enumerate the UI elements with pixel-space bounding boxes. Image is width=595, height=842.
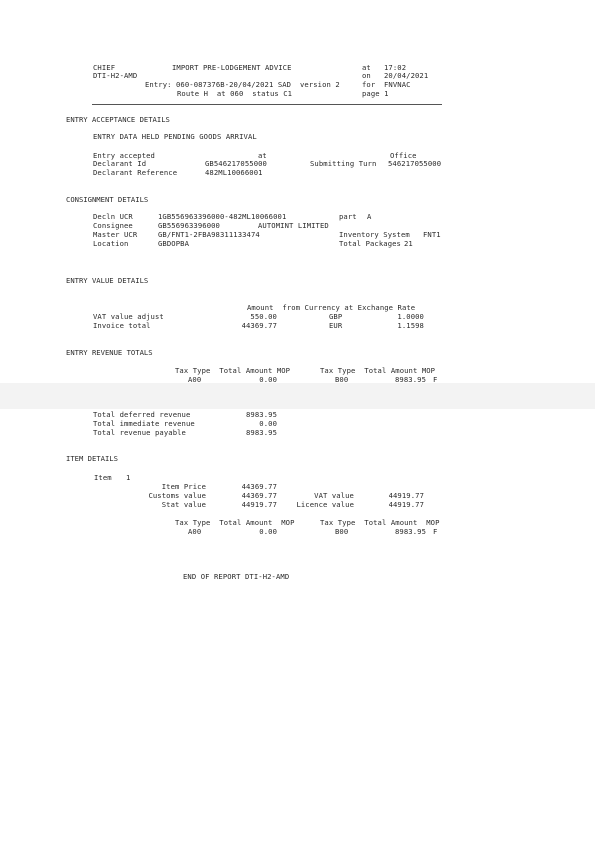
submitting-turn-label: Submitting Turn bbox=[310, 159, 377, 168]
consignment-heading: CONSIGNMENT DETAILS bbox=[66, 195, 149, 204]
entry-accepted-label: Entry accepted bbox=[93, 151, 155, 160]
item-tax-type-right: B00 bbox=[335, 527, 349, 536]
pending-goods-notice: ENTRY DATA HELD PENDING GOODS ARRIVAL bbox=[93, 132, 257, 141]
entry-value-column-header: Amount from Currency at Exchange Rate bbox=[247, 303, 416, 312]
consignment-extra-label: Total Packages bbox=[339, 239, 401, 248]
consignment-value: GB556963396000 bbox=[158, 221, 220, 230]
revenue-tax-type-left: A00 bbox=[188, 375, 202, 384]
entry-value-rate: 1.0000 bbox=[397, 312, 424, 321]
item-tax-amount-right: 8983.95 bbox=[395, 527, 426, 536]
entry-value-heading: ENTRY VALUE DETAILS bbox=[66, 276, 149, 285]
revenue-tax-type-right: B00 bbox=[335, 375, 349, 384]
entry-value-amount: 550.00 bbox=[250, 312, 277, 321]
licence-value-value: 44919.77 bbox=[388, 500, 424, 509]
item-tax-amount-left: 0.00 bbox=[259, 527, 277, 536]
end-of-report: END OF REPORT DTI-H2-AMD bbox=[183, 572, 290, 581]
entry-value-amount: 44369.77 bbox=[241, 321, 277, 330]
on-value: 20/04/2021 bbox=[384, 71, 429, 80]
vat-value-label: VAT value bbox=[314, 491, 354, 500]
page-number: page 1 bbox=[362, 89, 389, 98]
item-tax-header-right: Tax Type Total Amount MOP bbox=[320, 518, 440, 527]
revenue-amount-left: 0.00 bbox=[259, 375, 277, 384]
for-label: for bbox=[362, 80, 376, 89]
entry-acceptance-heading: ENTRY ACCEPTANCE DETAILS bbox=[66, 115, 170, 124]
revenue-total-value: 8983.95 bbox=[246, 410, 277, 419]
revenue-mop-right: F bbox=[433, 375, 438, 384]
consignment-label: Master UCR bbox=[93, 230, 138, 239]
item-tax-type-left: A00 bbox=[188, 527, 202, 536]
entry-value-rate: 1.1598 bbox=[397, 321, 424, 330]
submitting-turn-value: 546217055000 bbox=[388, 159, 442, 168]
revenue-total-label: Total revenue payable bbox=[93, 428, 186, 437]
consignment-extra-value: FNT1 bbox=[423, 230, 441, 239]
consignment-label: Decln UCR bbox=[93, 212, 133, 221]
customs-value-label: Customs value bbox=[148, 491, 206, 500]
licence-value-label: Licence value bbox=[296, 500, 354, 509]
consignee-name: AUTOMINT LIMITED bbox=[258, 221, 329, 230]
declarant-ref-value: 482ML10066001 bbox=[205, 168, 263, 177]
at-value: 17:02 bbox=[384, 63, 407, 72]
declarant-id-label: Declarant Id bbox=[93, 159, 147, 168]
revenue-header-right: Tax Type Total Amount MOP bbox=[320, 366, 436, 375]
revenue-amount-right: 8983.95 bbox=[395, 375, 426, 384]
entry-line: Entry: 060-087376B-20/04/2021 SAD version 2 bbox=[145, 80, 340, 89]
office-column-label: Office bbox=[390, 151, 417, 160]
revenue-total-value: 8983.95 bbox=[246, 428, 277, 437]
entry-value-label: Invoice total bbox=[93, 321, 151, 330]
chief-label: CHIEF bbox=[93, 63, 116, 72]
route-line: Route H at 060 status C1 bbox=[177, 89, 293, 98]
consignment-extra-label: Inventory System bbox=[339, 230, 410, 239]
revenue-total-value: 0.00 bbox=[259, 419, 277, 428]
at-label: at bbox=[362, 63, 371, 72]
entry-revenue-heading: ENTRY REVENUE TOTALS bbox=[66, 348, 153, 357]
entry-value-label: VAT value adjust bbox=[93, 312, 164, 321]
report-code: DTI-H2-AMD bbox=[93, 71, 138, 80]
consignment-extra-label: part bbox=[339, 212, 357, 221]
declarant-ref-label: Declarant Reference bbox=[93, 168, 178, 177]
consignment-label: Location bbox=[93, 239, 129, 248]
vat-value-value: 44919.77 bbox=[388, 491, 424, 500]
stat-value-label: Stat value bbox=[161, 500, 206, 509]
at-column-label: at bbox=[258, 151, 267, 160]
consignment-value: GBDOPBA bbox=[158, 239, 189, 248]
item-tax-mop-right: F bbox=[433, 527, 438, 536]
item-label: Item bbox=[94, 473, 112, 482]
item-price-label: Item Price bbox=[161, 482, 206, 491]
declarant-id-value: GB546217055000 bbox=[205, 159, 267, 168]
revenue-total-label: Total immediate revenue bbox=[93, 419, 195, 428]
revenue-total-label: Total deferred revenue bbox=[93, 410, 191, 419]
item-price-value: 44369.77 bbox=[241, 482, 277, 491]
item-tax-header-left: Tax Type Total Amount MOP bbox=[175, 518, 295, 527]
entry-value-currency: GBP bbox=[329, 312, 343, 321]
stat-value-value: 44919.77 bbox=[241, 500, 277, 509]
on-label: on bbox=[362, 71, 371, 80]
customs-value-value: 44369.77 bbox=[241, 491, 277, 500]
consignment-value: GB/FNT1-2FBA98311133474 bbox=[158, 230, 260, 239]
consignment-extra-value: 21 bbox=[404, 239, 413, 248]
report-title: IMPORT PRE-LODGEMENT ADVICE bbox=[172, 63, 292, 72]
entry-value-currency: EUR bbox=[329, 321, 343, 330]
for-value: FNVNAC bbox=[384, 80, 411, 89]
header-rule bbox=[92, 104, 442, 105]
consignment-extra-value: A bbox=[367, 212, 372, 221]
revenue-header-left: Tax Type Total Amount MOP bbox=[175, 366, 291, 375]
consignment-value: 1GB556963396000-482ML10066001 bbox=[158, 212, 287, 221]
scan-band bbox=[0, 383, 595, 409]
item-number: 1 bbox=[126, 473, 131, 482]
consignment-label: Consignee bbox=[93, 221, 133, 230]
item-details-heading: ITEM DETAILS bbox=[66, 454, 118, 463]
